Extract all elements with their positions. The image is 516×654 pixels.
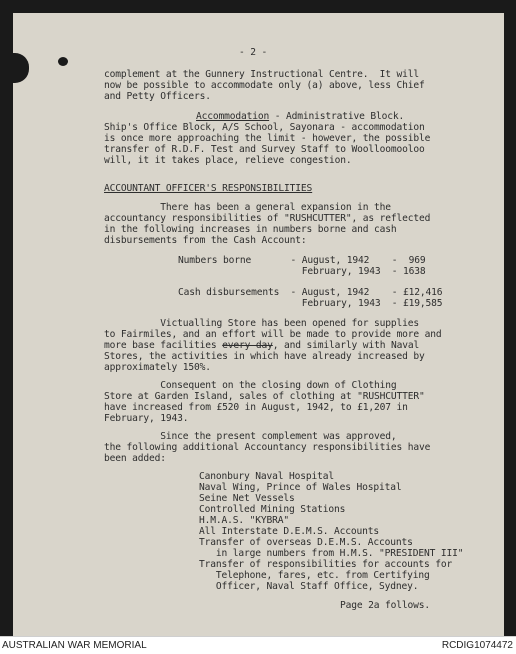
text-segment: , and similarly with Naval — [272, 340, 420, 351]
numbers-borne-line: February, 1943 - 1638 — [178, 266, 426, 277]
list-item: in large numbers from H.M.S. "PRESIDENT III" — [199, 548, 464, 559]
list-item: Transfer of responsibilities for accounts for — [199, 559, 453, 570]
list-item: Telephone, fares, etc. from Certifying — [199, 570, 430, 581]
text-segment: more base facilities — [104, 340, 223, 351]
punch-hole-top — [13, 53, 29, 83]
footer-record-id: RCDIG1074472 — [441, 640, 513, 651]
list-item: All Interstate D.E.M.S. Accounts — [199, 526, 380, 537]
paragraph-line: and Petty Officers. — [104, 91, 211, 102]
accommodation-rest: - Administrative Block. — [269, 111, 405, 122]
paragraph-line — [104, 340, 419, 351]
paragraph-line: transfer of R.D.F. Test and Survey Staff to Woolloomooloo — [104, 144, 425, 155]
footer-source: AUSTRALIAN WAR MEMORIAL — [2, 640, 147, 651]
paragraph-line: complement at the Gunnery Instructional Centre. It will — [104, 69, 420, 80]
paragraph-line: in the following increases in numbers borne and cash — [104, 224, 397, 235]
list-item: Officer, Naval Staff Office, Sydney. — [199, 581, 419, 592]
page-number: - 2 - — [239, 47, 268, 58]
paragraph-line: to Fairmiles, and an effort will be made to provide more and — [104, 329, 442, 340]
paragraph-line: accountancy responsibilities of "RUSHCUTTER", as reflected — [104, 213, 431, 224]
list-item: Naval Wing, Prince of Wales Hospital — [199, 482, 402, 493]
paragraph-line: Victualling Store has been opened for supplies — [104, 318, 420, 329]
paragraph-line: now be possible to accommodate only (a) above, less Chief — [104, 80, 425, 91]
paragraph-line: There has been a general expansion in the — [104, 202, 391, 213]
paragraph-line: Consequent on the closing down of Clothing — [104, 380, 397, 391]
paragraph-line: Stores, the activities in which have already increased by — [104, 351, 425, 362]
cash-disbursements-line: February, 1943 - £19,585 — [178, 298, 443, 309]
accommodation-line — [196, 111, 404, 122]
list-item: Seine Net Vessels — [199, 493, 295, 504]
document-page — [13, 13, 504, 636]
paragraph-line: approximately 150%. — [104, 362, 211, 373]
struck-text: every day — [222, 340, 273, 351]
section-heading: ACCOUNTANT OFFICER'S RESPONSIBILITIES — [104, 183, 313, 194]
list-item: Controlled Mining Stations — [199, 504, 346, 515]
paragraph-line: February, 1943. — [104, 413, 189, 424]
paragraph-line: is once more approaching the limit - however, the possible — [104, 133, 431, 144]
list-item: Transfer of overseas D.E.M.S. Accounts — [199, 537, 413, 548]
punch-hole-bottom — [58, 57, 68, 66]
accommodation-label: Accommodation — [196, 111, 270, 122]
cash-disbursements-line: Cash disbursements - August, 1942 - £12,416 — [178, 287, 443, 298]
page-follows-note: Page 2a follows. — [340, 600, 431, 611]
list-item: Canonbury Naval Hospital — [199, 471, 335, 482]
paragraph-line: will, it it takes place, relieve congestion. — [104, 155, 352, 166]
numbers-borne-line: Numbers borne - August, 1942 - 969 — [178, 255, 426, 266]
list-item: H.M.A.S. "KYBRA" — [199, 515, 290, 526]
archive-footer — [0, 636, 516, 654]
paragraph-line: disbursements from the Cash Account: — [104, 235, 307, 246]
paragraph-line: have increased from £520 in August, 1942, to £1,207 in — [104, 402, 408, 413]
paragraph-line: Since the present complement was approved, — [104, 431, 397, 442]
paragraph-line: Store at Garden Island, sales of clothing at "RUSHCUTTER" — [104, 391, 425, 402]
paragraph-line: the following additional Accountancy responsibilities have — [104, 442, 431, 453]
paragraph-line: Ship's Office Block, A/S School, Sayonara - accommodation — [104, 122, 425, 133]
paragraph-line: been added: — [104, 453, 166, 464]
